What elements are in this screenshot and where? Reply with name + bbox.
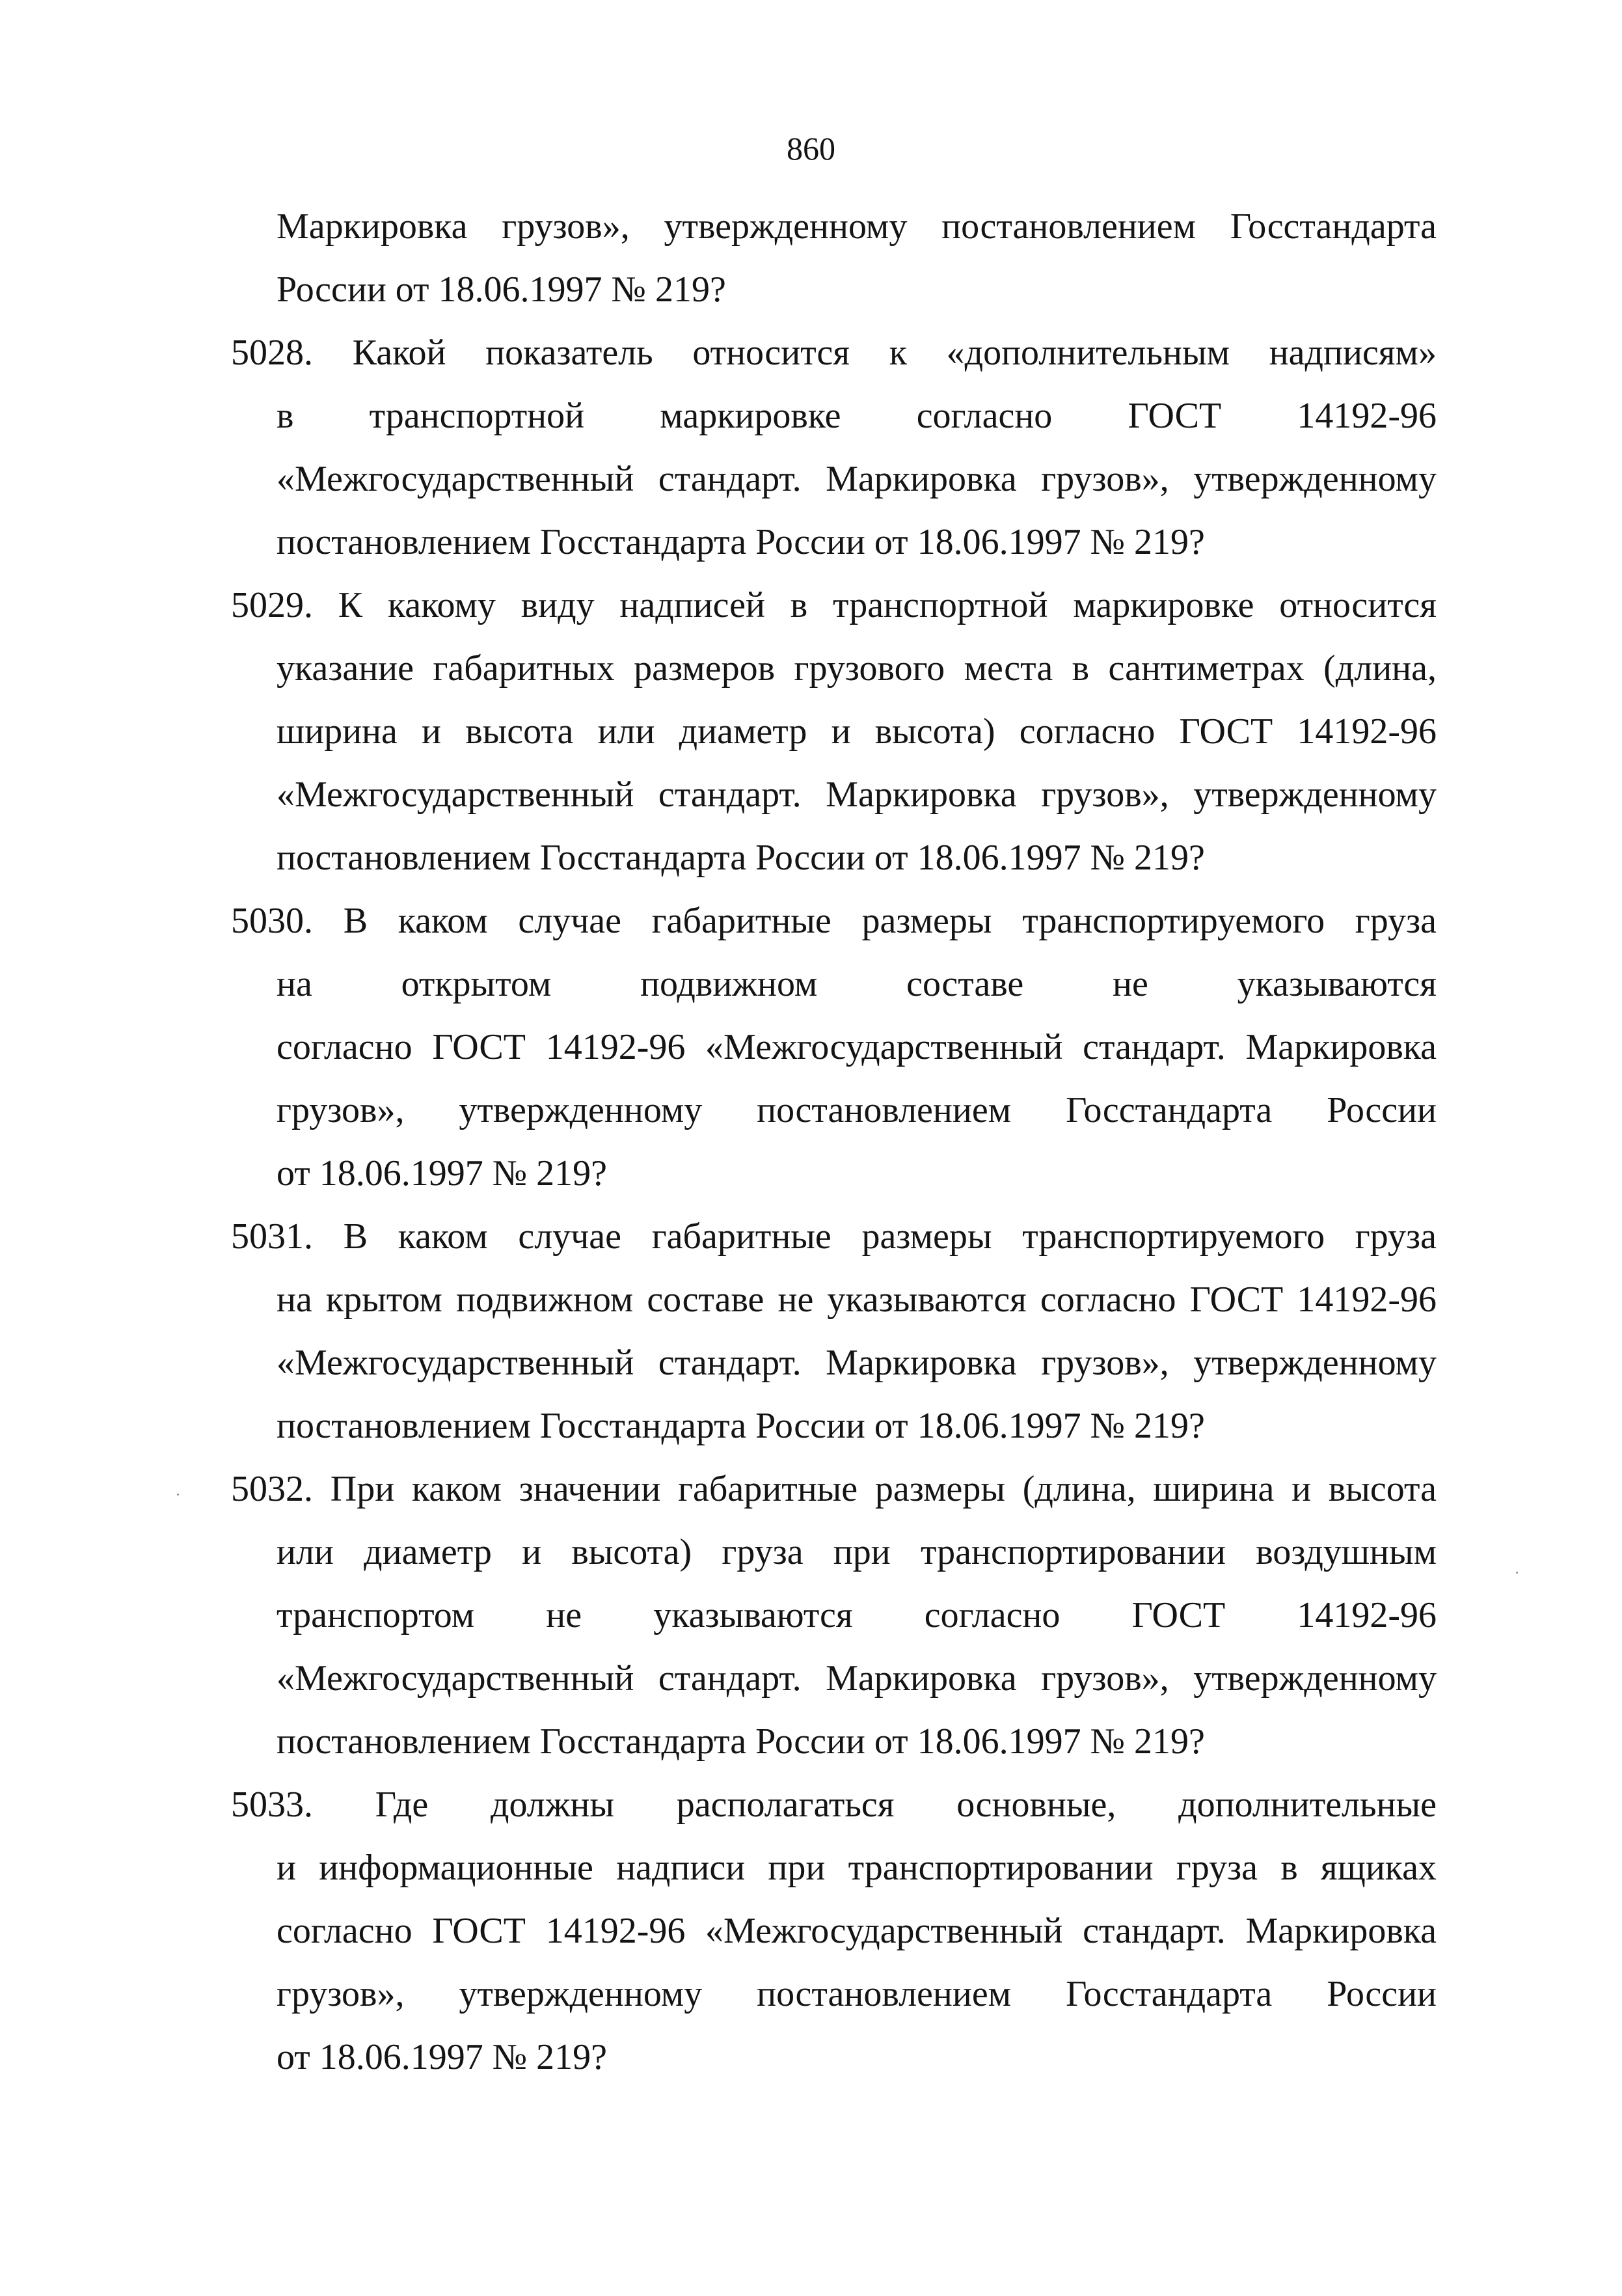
question-line: на открытом подвижном составе не указываются [277, 964, 1437, 1004]
question-5032-first-line [231, 1458, 1437, 1521]
question-line: от 18.06.1997 № 219? [277, 1153, 608, 1194]
question-line: постановлением Госстандарта России от 18.06.1997 № 219? [277, 838, 1205, 878]
question-line: согласно ГОСТ 14192-96 «Межгосударственный стандарт. Маркировка [277, 1027, 1437, 1067]
question-text: К какому виду надписей в транспортной маркировке относится [338, 585, 1437, 625]
question-number: 5032. [231, 1469, 313, 1509]
page-number: 860 [787, 130, 835, 167]
question-5031-first-line [231, 1205, 1437, 1268]
question-line: от 18.06.1997 № 219? [277, 2037, 608, 2077]
question-number: 5031. [231, 1216, 313, 1257]
question-line: постановлением Госстандарта России от 18.06.1997 № 219? [277, 1406, 1205, 1446]
question-text: Где должны располагаться основные, дополнительные [375, 1784, 1437, 1825]
question-number: 5030. [231, 901, 313, 941]
scan-speck [1516, 1572, 1518, 1574]
question-line: «Межгосударственный стандарт. Маркировка грузов», утвержденному [277, 459, 1437, 499]
question-number: 5028. [231, 333, 313, 373]
scan-speck [177, 1494, 179, 1496]
question-number: 5033. [231, 1784, 313, 1825]
question-line: «Межгосударственный стандарт. Маркировка грузов», утвержденному [277, 774, 1437, 815]
question-5028-first-line [231, 321, 1437, 385]
page-content [231, 195, 1437, 2089]
continuation-line: России от 18.06.1997 № 219? [277, 269, 726, 310]
continuation-line: Маркировка грузов», утвержденному постановлением Госстандарта [277, 206, 1437, 247]
question-line: грузов», утвержденному постановлением Госстандарта России [277, 1974, 1437, 2014]
question-text: При каком значении габаритные размеры (длина, ширина и высота [330, 1469, 1437, 1509]
question-line: согласно ГОСТ 14192-96 «Межгосударственный стандарт. Маркировка [277, 1911, 1437, 1951]
question-line: или диаметр и высота) груза при транспортировании воздушным [277, 1532, 1437, 1572]
question-line: в транспортной маркировке согласно ГОСТ 14192-96 [277, 396, 1437, 436]
question-5033-first-line [231, 1773, 1437, 1837]
question-line: грузов», утвержденному постановлением Госстандарта России [277, 1090, 1437, 1130]
question-line: постановлением Госстандарта России от 18.06.1997 № 219? [277, 1721, 1205, 1762]
question-text: В каком случае габаритные размеры транспортируемого груза [343, 1216, 1437, 1257]
question-text: Какой показатель относится к «дополнительным надписям» [352, 333, 1437, 373]
question-line: указание габаритных размеров грузового места в сантиметрах (длина, [277, 648, 1437, 689]
question-number: 5029. [231, 585, 313, 625]
question-text: В каком случае габаритные размеры транспортируемого груза [343, 901, 1437, 941]
question-line: постановлением Госстандарта России от 18.06.1997 № 219? [277, 522, 1205, 562]
question-line: транспортом не указываются согласно ГОСТ 14192-96 [277, 1595, 1437, 1635]
question-5030-first-line [231, 890, 1437, 953]
question-5029-first-line [231, 574, 1437, 637]
question-line: «Межгосударственный стандарт. Маркировка грузов», утвержденному [277, 1343, 1437, 1383]
question-line: и информационные надписи при транспортировании груза в ящиках [277, 1848, 1437, 1888]
question-line: на крытом подвижном составе не указываются согласно ГОСТ 14192-96 [277, 1279, 1437, 1320]
question-line: ширина и высота или диаметр и высота) согласно ГОСТ 14192-96 [277, 711, 1437, 752]
question-line: «Межгосударственный стандарт. Маркировка грузов», утвержденному [277, 1658, 1437, 1699]
